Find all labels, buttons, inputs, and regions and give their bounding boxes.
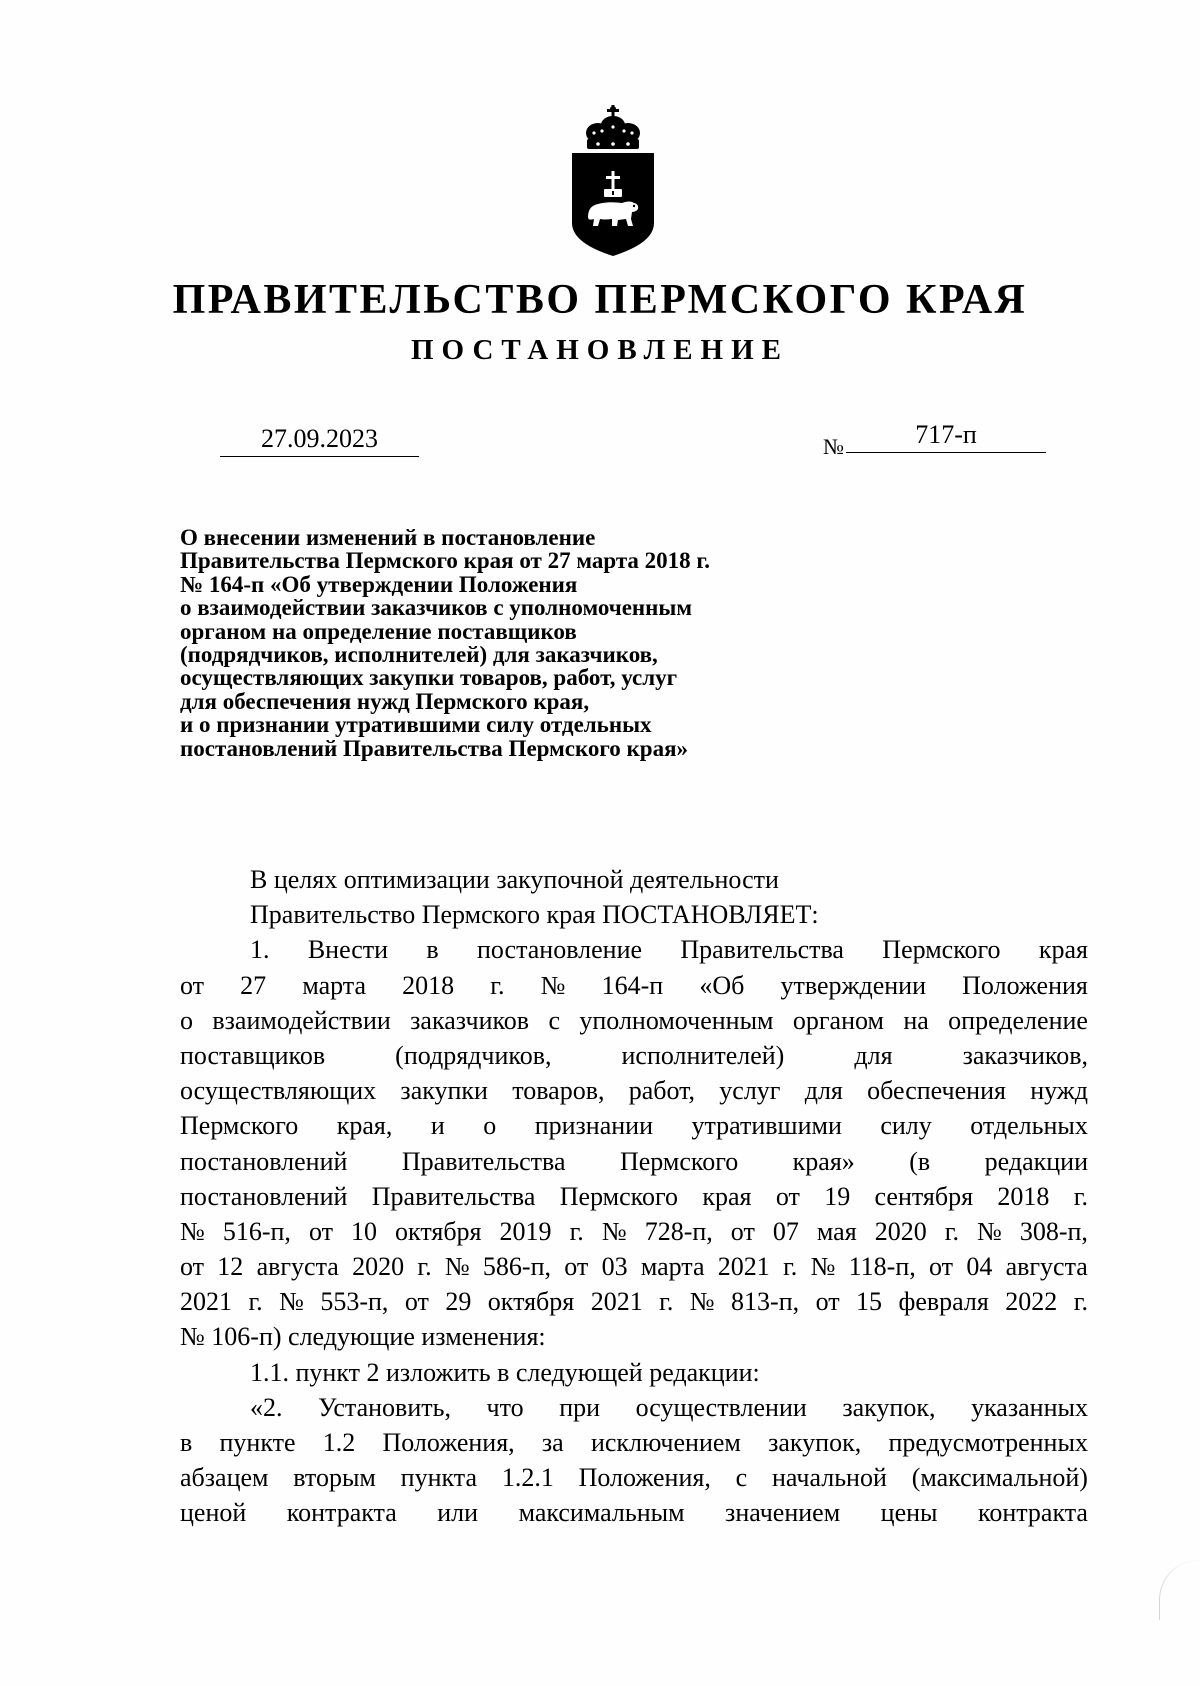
body-line: от 27 марта 2018 г. № 164-п «Об утверждении Положения	[180, 970, 1088, 1000]
subject-line: Правительства Пермского края от 27 марта 2018 г.	[180, 548, 710, 574]
body-line: поставщиков (подрядчиков, исполнителей) для заказчиков,	[180, 1040, 1088, 1070]
body-line: 2021 г. № 553-п, от 29 октября 2021 г. № 813-п, от 15 февраля 2022 г.	[180, 1287, 1088, 1317]
document-body	[180, 862, 1088, 1531]
body-line: 1. Внести в постановление Правительства Пермского края	[250, 935, 1088, 965]
body-line: Пермского края, и о признании утратившими силу отдельных	[180, 1111, 1088, 1141]
subject-line: осуществляющих закупки товаров, работ, услуг	[180, 665, 678, 691]
subject-line: (подрядчиков, исполнителей) для заказчиков,	[180, 642, 658, 668]
body-line: в пункте 1.2 Положения, за исключением закупок, предусмотренных	[180, 1428, 1088, 1457]
government-title: ПРАВИТЕЛЬСТВО ПЕРМСКОГО КРАЯ	[172, 277, 1028, 323]
document-type: ПОСТАНОВЛЕНИЕ	[410, 334, 789, 366]
subject-line: № 164-п «Об утверждении Положения	[180, 571, 578, 597]
body-line: 1.1. пункт 2 изложить в следующей редакции:	[250, 1357, 760, 1387]
body-line: абзацем вторым пункта 1.2.1 Положения, с начальной (максимальной)	[180, 1463, 1088, 1493]
subject-line: о взаимодействии заказчиков с уполномоченным	[180, 595, 693, 621]
body-line: постановлений Правительства Пермского края от 19 сентября 2018 г.	[180, 1181, 1088, 1211]
scan-artifact	[1159, 1560, 1200, 1620]
document-number: 717-п	[846, 418, 1046, 453]
document-subject	[180, 526, 880, 760]
number-label: №	[823, 434, 844, 459]
body-line: № 106-п) следующие изменения:	[180, 1322, 546, 1352]
body-line: постановлений Правительства Пермского края» (в редакции	[180, 1146, 1088, 1176]
body-line: ценой контракта или максимальным значением цены контракта	[180, 1498, 1088, 1528]
document-date: 27.09.2023	[220, 422, 419, 457]
subject-line: О внесении изменений в постановление	[180, 525, 596, 550]
body-line: осуществляющих закупки товаров, работ, услуг для обеспечения нужд	[180, 1076, 1088, 1106]
body-line: Правительство Пермского края ПОСТАНОВЛЯЕТ:	[250, 900, 819, 930]
body-line: от 12 августа 2020 г. № 586-п, от 03 марта 2021 г. № 118-п, от 04 августа	[180, 1252, 1088, 1282]
subject-line: для обеспечения нужд Пермского края,	[180, 688, 590, 714]
body-line: «2. Установить, что при осуществлении закупок, указанных	[250, 1392, 1088, 1422]
body-line: о взаимодействии заказчиков с уполномоченным органом на определение	[180, 1005, 1088, 1035]
perm-krai-coat-of-arms-icon	[568, 105, 658, 257]
subject-line: и о признании утратившими силу отдельных	[180, 712, 652, 738]
body-line: № 516-п, от 10 октября 2019 г. № 728-п, от 07 мая 2020 г. № 308-п,	[180, 1216, 1088, 1246]
body-line: В целях оптимизации закупочной деятельности	[250, 865, 779, 894]
subject-line: постановлений Правительства Пермского края»	[180, 735, 689, 761]
subject-line: органом на определение поставщиков	[180, 618, 577, 644]
